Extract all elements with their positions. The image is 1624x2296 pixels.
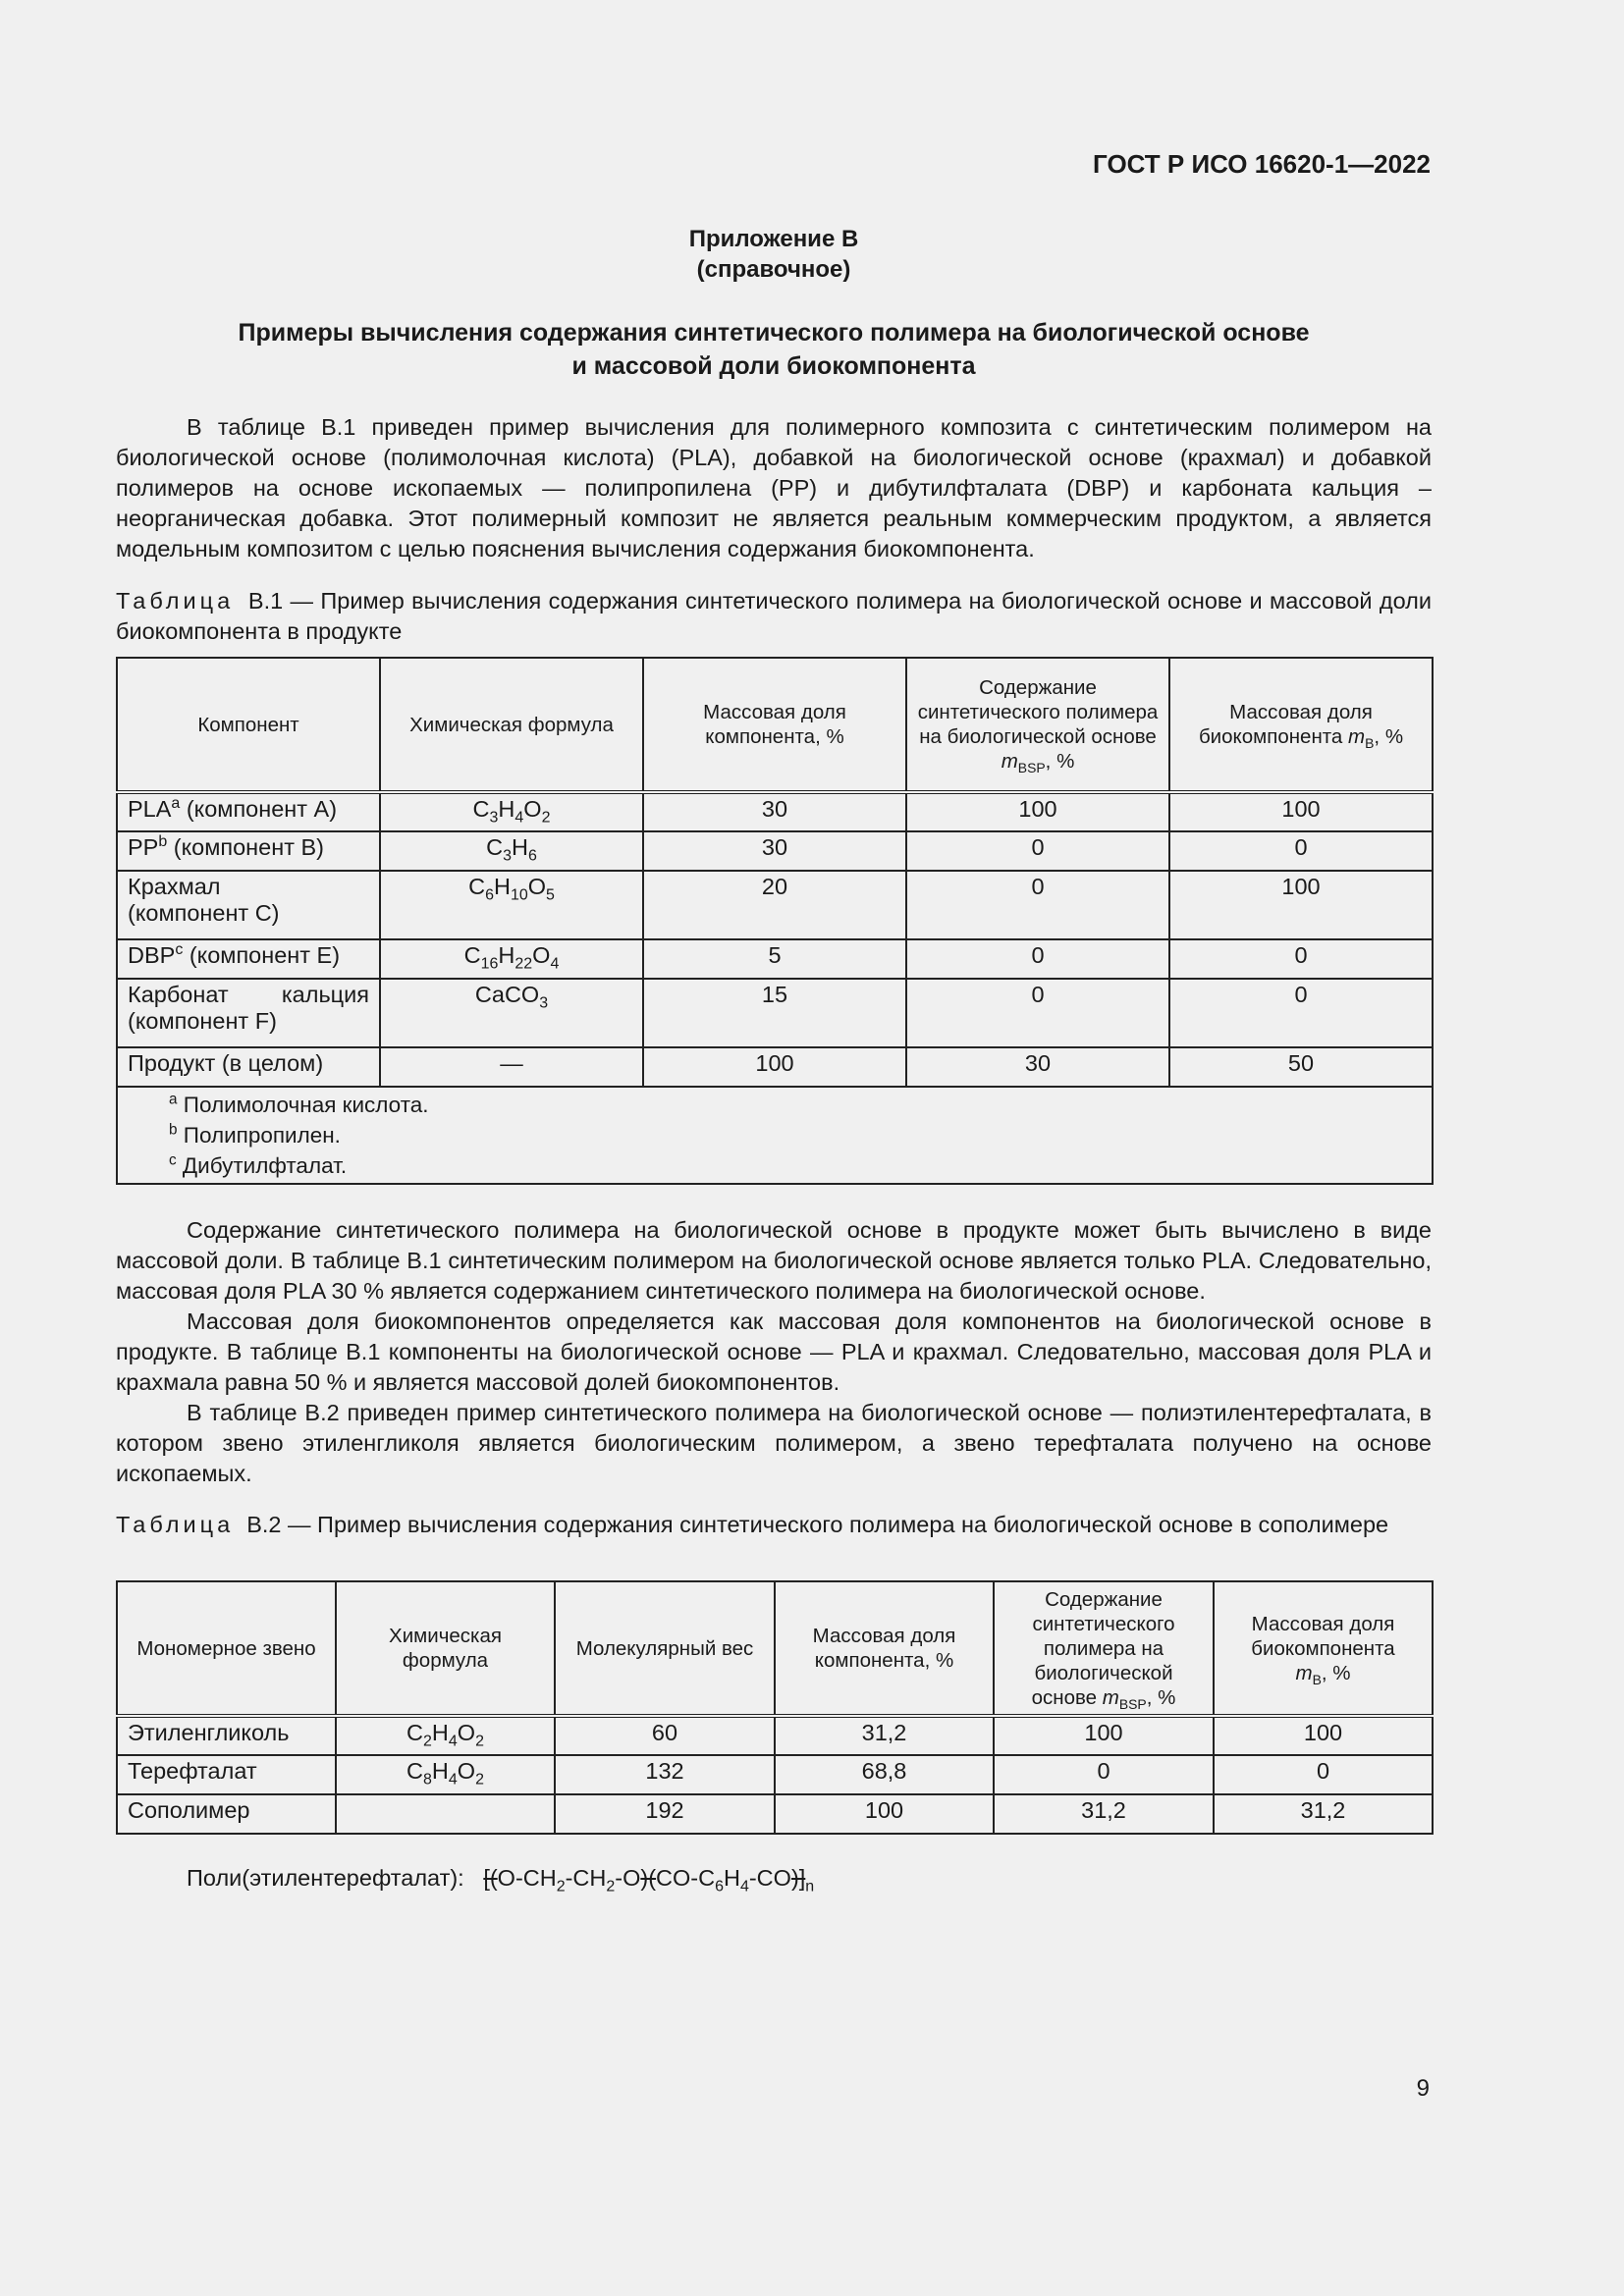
polymer-formula-label: Поли(этилентерефталат): (187, 1865, 464, 1891)
table-row (117, 939, 1433, 979)
appendix-title-block (116, 224, 1432, 285)
table1-cell-mass: 5 (643, 939, 906, 979)
body-paragraph-3: В таблице В.2 приведен пример синтетического полимера на биологической основе — полиэтилентерефталата, в котором звено этиленгликоля является биологическим полимером, а звено терефталата получено на основе ископаемых. (116, 1400, 1432, 1486)
footnote: $^a$ Полимолочная кислота. (169, 1091, 429, 1117)
table2-cell-unit: Этиленгликоль (117, 1716, 336, 1755)
table2-cell-formula: $C_8H_4O_2$ (336, 1755, 555, 1794)
table2-cell-mw: 192 (555, 1794, 775, 1834)
table1-cell-component: Крахмал (компонент C) (117, 871, 380, 939)
table2-caption (116, 1510, 1432, 1540)
table1-footnotes-row (117, 1087, 1433, 1184)
table1-cell-component: DBP$^c$ (компонент E) (117, 939, 380, 979)
table1-cell-bio: 50 (1169, 1047, 1433, 1087)
table-row (117, 1755, 1433, 1794)
table1-footnotes (117, 1087, 1433, 1184)
section-heading-line1: Примеры вычисления содержания синтетического полимера на биологической основе (238, 319, 1310, 347)
table-b1 (116, 657, 1434, 1185)
table2-caption-text: В.2 — Пример вычисления содержания синтетического полимера на биологической основе в сополимере (246, 1512, 1389, 1537)
table1-cell-bsp: 0 (906, 871, 1169, 939)
table1-cell-bio: 0 (1169, 939, 1433, 979)
table2-cell-bsp: 31,2 (994, 1794, 1214, 1834)
table2-cell-bio: 100 (1214, 1716, 1433, 1755)
table-b2 (116, 1580, 1434, 1835)
table2-cell-formula (336, 1794, 555, 1834)
table1-cell-bio: 100 (1169, 792, 1433, 831)
table1-cell-formula: $C_6H_{10}O_5$ (380, 871, 643, 939)
table2-cell-mass: 68,8 (775, 1755, 994, 1794)
table-row (117, 831, 1433, 871)
table1-cell-component: Карбонат кальция (компонент F) (117, 979, 380, 1047)
table-row (117, 1794, 1433, 1834)
table1-cell-component: $PP^b$ (компонент B) (117, 831, 380, 871)
table1-header-bsp: Содержание синтетического полимера на биологической основе $m_{BSP}$, % (906, 658, 1169, 792)
table1-cell-component: Продукт (в целом) (117, 1047, 380, 1087)
table1-cell-formula: $C_{16}H_{22}O_4$ (380, 939, 643, 979)
table1-cell-formula: — (380, 1047, 643, 1087)
table-row (117, 792, 1433, 831)
table1-header-bio: Массовая доля биокомпонента $m_B$, % (1169, 658, 1433, 792)
table2-header-bio: Массовая доля биокомпонента $m_B$, % (1214, 1581, 1433, 1716)
table2-cell-unit: Терефталат (117, 1755, 336, 1794)
footnote: $^b$ Полипропилен. (169, 1121, 341, 1148)
footnote: $^c$ Дибутилфталат. (169, 1151, 348, 1178)
table2-cell-formula: $C_2H_4O_2$ (336, 1716, 555, 1755)
table2-header-mw: Молекулярный вес (555, 1581, 775, 1716)
table1-header-formula: Химическая формула (380, 658, 643, 792)
table2-cell-mw: 132 (555, 1755, 775, 1794)
table1-caption-text: В.1 — Пример вычисления содержания синтетического полимера на биологической основе и массовой доли биокомпонента в продукте (116, 588, 1432, 644)
page-number: 9 (1416, 2075, 1430, 2102)
table1-cell-formula: $C_3H_6$ (380, 831, 643, 871)
table2-cell-bsp: 100 (994, 1716, 1214, 1755)
table1-cell-mass: 20 (643, 871, 906, 939)
table-row (117, 1047, 1433, 1087)
table2-header-row (117, 1581, 1433, 1716)
table2-label: Таблица (116, 1512, 235, 1537)
table1-cell-bio: 0 (1169, 979, 1433, 1047)
table1-cell-formula: CaCO$_3$ (380, 979, 643, 1047)
polymer-formula: Поли(этилентерефталат): $[(O-CH_2-CH_2-O)(CO-C_6H_4-CO)]_n$ (187, 1865, 815, 1896)
appendix-subtitle: (справочное) (696, 256, 851, 283)
table-row (117, 871, 1433, 939)
table2-cell-mw: 60 (555, 1716, 775, 1755)
body-paragraphs (116, 1215, 1432, 1489)
table1-cell-formula: $C_3H_4O_2$ (380, 792, 643, 831)
table2-header-unit: Мономерное звено (117, 1581, 336, 1716)
table2-header-formula: Химическая формула (336, 1581, 555, 1716)
table2-header-bsp: Содержание синтетического полимера на биологической основе $m_{BSP}$, % (994, 1581, 1214, 1716)
table1-cell-mass: 15 (643, 979, 906, 1047)
table1-header-row (117, 658, 1433, 792)
body-paragraph-2: Массовая доля биокомпонентов определяется как массовая доля компонентов на биологической основе в продукте. В таблице В.1 компоненты на биологической основе — PLA и крахмал. Следовательно, массовая доля PLA и крахмала равна 50 % и является массовой долей биокомпонентов. (116, 1308, 1432, 1395)
body-paragraph-1: Содержание синтетического полимера на биологической основе в продукте может быть вычислено в виде массовой доли. В таблице В.1 синтетическим полимером на биологической основе является только PLA. Следовательно, массовая доля PLA 30 % является содержанием синтетического полимера на биологической основе. (116, 1217, 1432, 1304)
table1-cell-bsp: 30 (906, 1047, 1169, 1087)
table1-cell-bsp: 100 (906, 792, 1169, 831)
intro-paragraph (116, 412, 1432, 564)
table-row (117, 979, 1433, 1047)
standard-number: ГОСТ Р ИСО 16620-1—2022 (1093, 149, 1431, 179)
table2-cell-bsp: 0 (994, 1755, 1214, 1794)
appendix-title: Приложение В (688, 226, 859, 252)
table2-cell-unit: Сополимер (117, 1794, 336, 1834)
section-heading-line2: и массовой доли биокомпонента (571, 352, 976, 380)
table1-cell-mass: 30 (643, 792, 906, 831)
table1-cell-mass: 100 (643, 1047, 906, 1087)
table1-cell-bio: 100 (1169, 871, 1433, 939)
table1-cell-bsp: 0 (906, 939, 1169, 979)
table1-cell-bsp: 0 (906, 979, 1169, 1047)
table2-cell-bio: 0 (1214, 1755, 1433, 1794)
table1-header-component: Компонент (117, 658, 380, 792)
intro-text: В таблице В.1 приведен пример вычисления для полимерного композита с синтетическим полимером на биологической основе (полимолочная кислота) (PLA), добавкой на биологической основе (крахмал) и добавкой полимеров на основе ископаемых — полипропилена (PP) и дибутилфталата (DBP) и карбоната кальция – неорганическая добавка. Этот полимерный композит не является реальным коммерческим продуктом, а является модельным композитом с целью пояснения вычисления содержания биокомпонента. (116, 414, 1432, 561)
table1-cell-component: PLA$^a$ (компонент A) (117, 792, 380, 831)
table2-cell-mass: 100 (775, 1794, 994, 1834)
table1-cell-bsp: 0 (906, 831, 1169, 871)
table1-cell-bio: 0 (1169, 831, 1433, 871)
table1-caption (116, 586, 1432, 647)
table1-cell-mass: 30 (643, 831, 906, 871)
table2-cell-bio: 31,2 (1214, 1794, 1433, 1834)
table1-label: Таблица (116, 588, 235, 614)
table1-header-mass-fraction: Массовая доля компонента, % (643, 658, 906, 792)
section-heading (116, 316, 1432, 383)
table-row (117, 1716, 1433, 1755)
table2-header-mass-fraction: Массовая доля компонента, % (775, 1581, 994, 1716)
table2-cell-mass: 31,2 (775, 1716, 994, 1755)
